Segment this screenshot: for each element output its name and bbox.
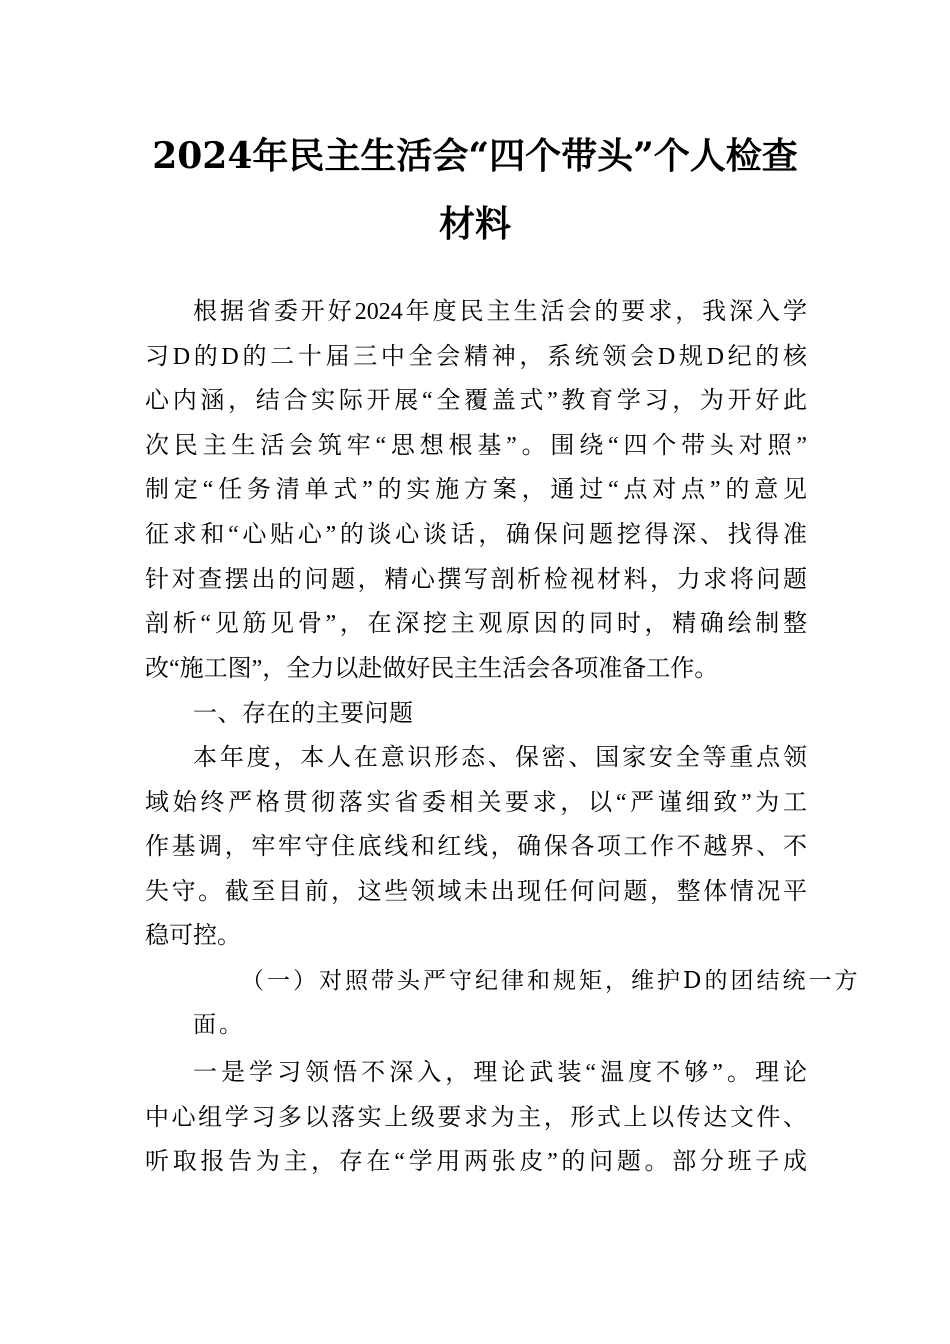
text-line: 稳可控。 (145, 923, 241, 950)
text-line: 本年度，本人在意识形态、保密、国家安全等重点领 (193, 744, 807, 771)
text-line: 制定“任务清单式”的实施方案，通过“点对点”的意见 (145, 477, 807, 504)
text-line: 改“施工图”，全力以赴做好民主生活会各项准备工作。 (145, 655, 719, 682)
intro-paragraph (145, 290, 807, 691)
section-1-paragraph (145, 736, 807, 959)
text-line: 心内涵，结合实际开展“全覆盖式”教育学习，为开好此 (145, 388, 807, 415)
text-line: 习D的D的二十届三中全会精神，系统领会D规D纪的核 (145, 343, 807, 370)
subsection-heading-discipline (145, 959, 861, 1047)
text-line: 一是学习领悟不深入，理论武装“温度不够”。理论 (193, 1059, 807, 1086)
title-line-2: 材料 (438, 203, 511, 245)
text-line: 作基调，牢牢守住底线和红线，确保各项工作不越界、不 (145, 834, 807, 861)
text-line: 针对查摆出的问题，精心撰写剖析检视材料，力求将问题 (145, 566, 807, 593)
section-heading-problems: 一、存在的主要问题 (193, 699, 414, 728)
subsection-1-paragraph (145, 1051, 807, 1185)
text-line: 根据省委开好2024年度民主生活会的要求，我深入学 (193, 299, 807, 325)
subheading-line: （一）对照带头严守纪律和规矩，维护D的团结统一方 (241, 967, 861, 994)
text-line: 失守。截至目前，这些领域未出现任何问题，整体情况平 (145, 878, 807, 905)
text-line: 剖析“见筋见骨”，在深挖主观原因的同时，精确绘制整 (145, 611, 807, 638)
text-line: 中心组学习多以落实上级要求为主，形式上以传达文件、 (145, 1104, 807, 1131)
text-line: 域始终严格贯彻落实省委相关要求，以“严谨细致”为工 (145, 789, 807, 816)
document-body (145, 290, 861, 1185)
subheading-line: 面。 (193, 1011, 245, 1038)
text-line: 听取报告为主，存在“学用两张皮”的问题。部分班子成 (145, 1149, 807, 1176)
text-line: 征求和“心贴心”的谈心谈话，确保问题挖得深、找得准 (145, 521, 807, 548)
text-line: 次民主生活会筑牢“思想根基”。围绕“四个带头对照” (145, 432, 807, 459)
title-line-1: 2024年民主生活会“四个带头”个人检查 (152, 135, 798, 177)
document-title (145, 122, 805, 258)
